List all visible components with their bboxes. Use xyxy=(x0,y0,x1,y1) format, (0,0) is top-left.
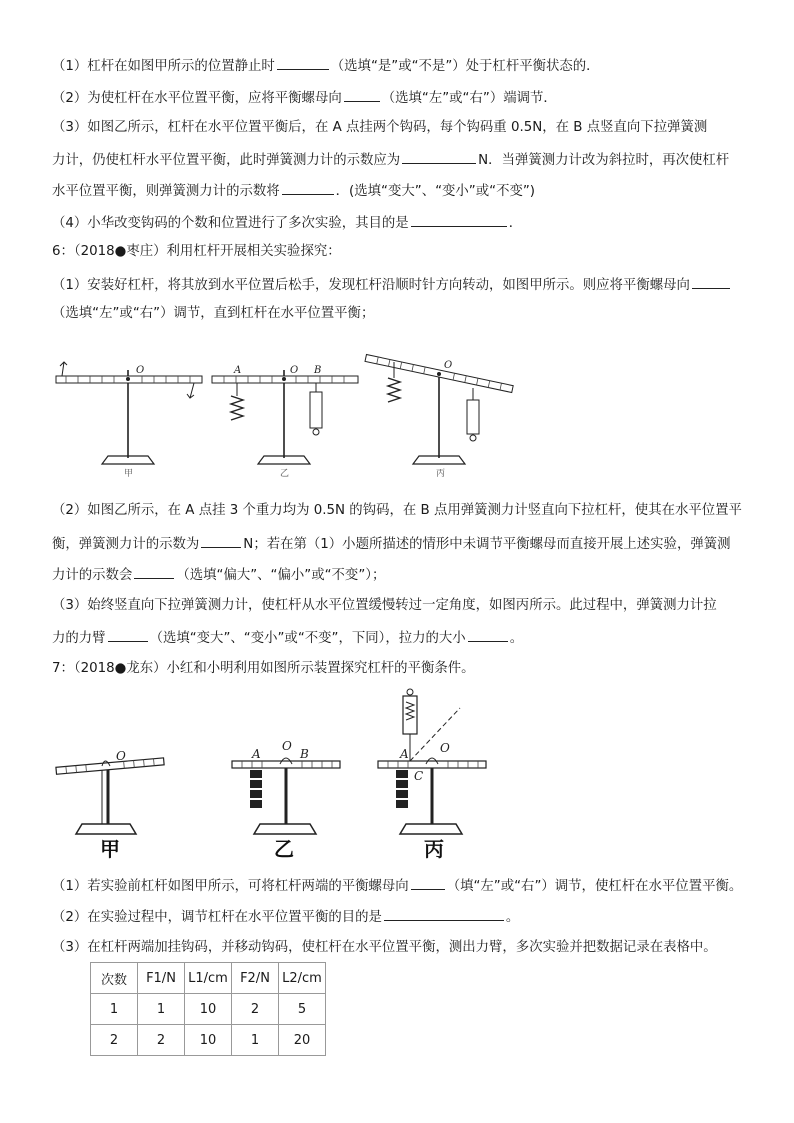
label-a: A xyxy=(234,365,242,376)
label-o: O xyxy=(444,360,453,371)
table-header-cell: L1/cm xyxy=(185,963,232,994)
table-cell: 10 xyxy=(185,994,232,1025)
weights-icon xyxy=(250,770,262,808)
table-header-cell: L2/cm xyxy=(279,963,326,994)
weights-icon xyxy=(388,378,400,402)
table-cell: 2 xyxy=(138,1025,185,1056)
answer-blank[interactable] xyxy=(201,534,241,548)
table-header-cell: 次数 xyxy=(91,963,138,994)
q7-figure xyxy=(40,688,510,860)
q6-part1-line2: （选填“左”或“右”）调节，直到杠杆在水平位置平衡； xyxy=(52,306,375,321)
q5-part1: （1）杠杆在如图甲所示的位置静止时 （选填“是”或“不是”）处于杠杆平衡状态的． xyxy=(52,56,600,76)
label-a: A xyxy=(252,747,261,761)
label-o: O xyxy=(136,365,145,376)
caption-b: 乙 xyxy=(274,837,294,860)
label-b: B xyxy=(314,365,322,376)
table-cell: 10 xyxy=(185,1025,232,1056)
q5-part3-line2: 力计，仍使杠杆水平位置平衡，此时弹簧测力计的示数应为 N．当弹簧测力计改为斜拉时，再次使杠杆 xyxy=(52,150,729,170)
table-header-cell: F1/N xyxy=(138,963,185,994)
answer-blank[interactable] xyxy=(692,275,730,289)
table-row xyxy=(91,1025,326,1056)
answer-blank[interactable] xyxy=(468,628,508,642)
q7-lever-a xyxy=(56,749,164,860)
label-o: O xyxy=(282,739,292,753)
table-header-cell: F2/N xyxy=(232,963,279,994)
answer-blank[interactable] xyxy=(384,907,504,921)
q7-lever-c xyxy=(378,689,486,860)
answer-blank[interactable] xyxy=(402,150,476,164)
table-row xyxy=(91,994,326,1025)
label-o: O xyxy=(116,749,126,763)
q6-part1-line1: （1）安装好杠杆，将其放到水平位置后松手，发现杠杆沿顺时针方向转动，如图甲所示。则应将平衡螺母向 xyxy=(52,275,732,295)
q6-part3-line1: （3）始终竖直向下拉弹簧测力计，使杠杆从水平位置缓慢转过一定角度，如图丙所示。此过程中，弹簧测力计拉 xyxy=(52,598,717,613)
table-cell: 5 xyxy=(279,994,326,1025)
q6-lever-c xyxy=(365,354,513,479)
answer-blank[interactable] xyxy=(411,213,507,227)
label-o: O xyxy=(290,365,299,376)
q5-part3-line1: （3）如图乙所示，杠杆在水平位置平衡后，在 A 点挂两个钩码，每个钩码重 0.5N，在 B 点竖直向下拉弹簧测 xyxy=(52,120,708,135)
spring-scale-icon xyxy=(310,392,322,428)
table-cell: 1 xyxy=(232,1025,279,1056)
q6-lever-a xyxy=(56,362,202,479)
q7-part3: （3）在杠杆两端加挂钩码，并移动钩码，使杠杆在水平位置平衡，测出力臂，多次实验并把数据记录在表格中。 xyxy=(52,940,717,955)
caption-b: 乙 xyxy=(280,469,290,479)
spring-scale-icon xyxy=(467,400,479,434)
answer-blank[interactable] xyxy=(282,181,334,195)
q7-part2: （2）在实验过程中，调节杠杆在水平位置平衡的目的是 。 xyxy=(52,907,519,927)
q6-lever-b xyxy=(212,365,358,479)
label-b: B xyxy=(300,747,309,761)
weights-icon xyxy=(231,396,243,420)
table-cell: 20 xyxy=(279,1025,326,1056)
label-c: C xyxy=(414,769,424,783)
q6-figure xyxy=(44,340,752,480)
label-o: O xyxy=(440,741,450,755)
q6-part2-line1: （2）如图乙所示，在 A 点挂 3 个重力均为 0.5N 的钩码，在 B 点用弹簧测力计竖直向下拉杠杆，使其在水平位置平 xyxy=(52,503,742,518)
weights-icon xyxy=(396,770,408,808)
q7-title: 7：（2018●龙东）小红和小明利用如图所示装置探究杠杆的平衡条件。 xyxy=(52,661,475,676)
answer-blank[interactable] xyxy=(344,88,380,102)
q6-part2-line2: 衡，弹簧测力计的示数为 N；若在第（1）小题所描述的情形中未调节平衡螺母而直接开展上述实验，弹簧测 xyxy=(52,534,731,554)
caption-a: 甲 xyxy=(124,469,134,479)
q6-part3-line2: 力的力臂 （选填“变大”、“变小”或“不变”，下同），拉力的大小 。 xyxy=(52,628,523,648)
answer-blank[interactable] xyxy=(277,56,329,70)
caption-c: 丙 xyxy=(424,837,444,860)
answer-blank[interactable] xyxy=(411,876,445,890)
caption-a: 甲 xyxy=(100,837,120,860)
q7-data-table xyxy=(90,962,326,1056)
table-cell: 2 xyxy=(232,994,279,1025)
q6-part2-line3: 力计的示数会 （选填“偏大”、“偏小”或“不变”）； xyxy=(52,565,385,585)
table-cell: 1 xyxy=(91,994,138,1025)
table-header-row xyxy=(91,963,326,994)
q7-lever-b xyxy=(232,739,340,860)
answer-blank[interactable] xyxy=(134,565,174,579)
q5-part2: （2）为使杠杆在水平位置平衡，应将平衡螺母向 （选填“左”或“右”）端调节． xyxy=(52,88,557,108)
table-cell: 2 xyxy=(91,1025,138,1056)
q5-part4: （4）小华改变钩码的个数和位置进行了多次实验，其目的是 ． xyxy=(52,213,522,233)
caption-c: 丙 xyxy=(436,469,446,479)
q7-part1: （1）若实验前杠杆如图甲所示，可将杠杆两端的平衡螺母向 （填“左”或“右”）调节，使杠杆在水平位置平衡。 xyxy=(52,876,742,896)
answer-blank[interactable] xyxy=(108,628,148,642)
q6-title: 6：（2018●枣庄）利用杠杆开展相关实验探究： xyxy=(52,244,341,259)
q5-part3-line3: 水平位置平衡，则弹簧测力计的示数将 ．(选填“变大”、“变小”或“不变”) xyxy=(52,181,535,201)
table-cell: 1 xyxy=(138,994,185,1025)
label-a: A xyxy=(400,747,409,761)
